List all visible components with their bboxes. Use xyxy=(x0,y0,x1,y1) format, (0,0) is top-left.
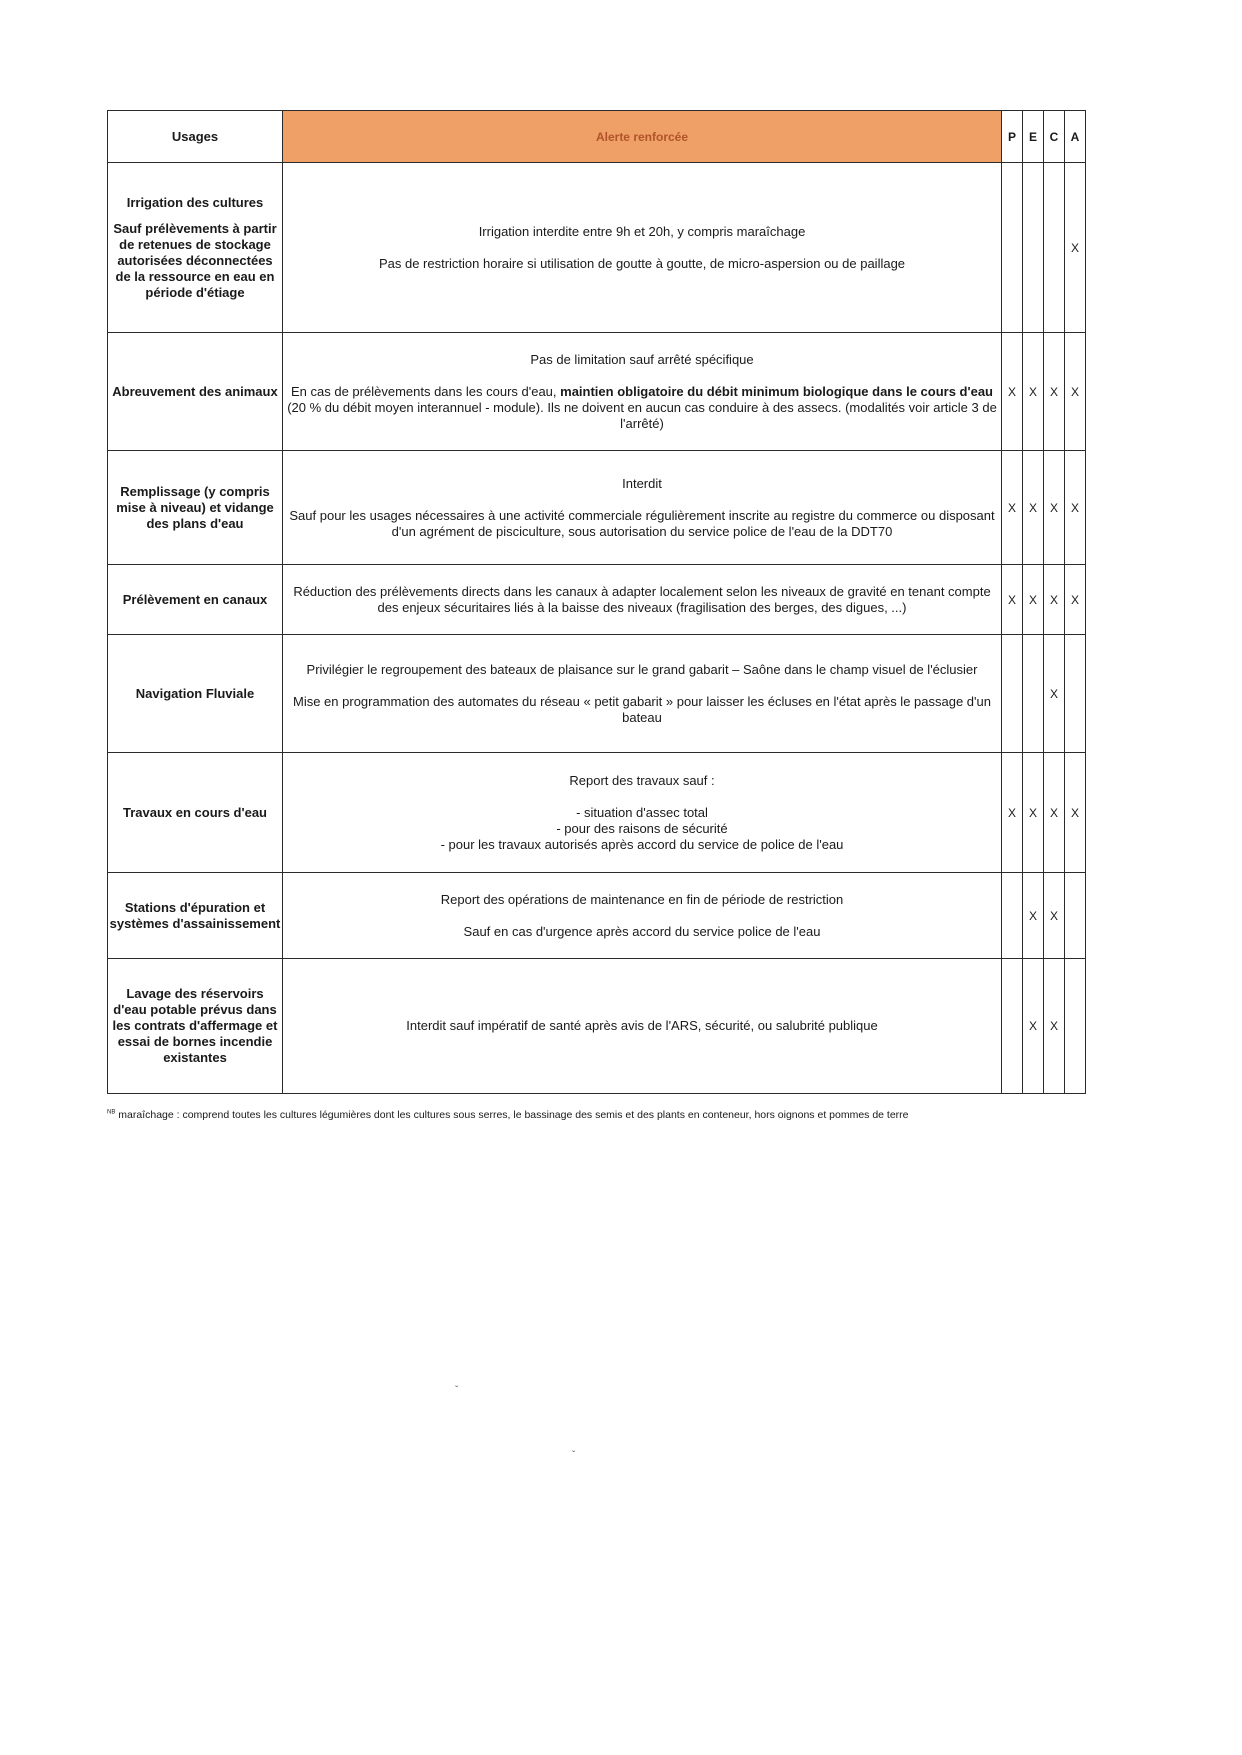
flag-cell-c: X xyxy=(1044,753,1065,873)
measure-cell xyxy=(283,333,1002,451)
usages-header: Usages xyxy=(108,111,283,163)
table-row xyxy=(108,959,1086,1094)
flag-cell-c: X xyxy=(1044,451,1065,565)
flag-cell-p: X xyxy=(1002,753,1023,873)
usage-cell: Navigation Fluviale xyxy=(108,635,283,753)
flag-cell-c: X xyxy=(1044,635,1065,753)
measure-cell xyxy=(283,635,1002,753)
flag-cell-c: X xyxy=(1044,959,1065,1094)
measure-line: Réduction des prélèvements directs dans les canaux à adapter localement selon les niveaux de gravité en tenant compte des enjeux sécuritaires liés à la baisse des niveaux (fragilisation des berges, des digues, ...) xyxy=(293,583,991,615)
measure-line: Interdit xyxy=(622,475,662,491)
alert-level-header: Alerte renforcée xyxy=(283,111,1002,163)
flag-header-e: E xyxy=(1023,111,1044,163)
measure-line: - pour les travaux autorisés après accord du service de police de l'eau xyxy=(440,836,844,852)
flag-cell-p xyxy=(1002,163,1023,333)
usage-cell: Abreuvement des animaux xyxy=(108,333,283,451)
table-row xyxy=(108,873,1086,959)
table-row xyxy=(108,163,1086,333)
measure-text: (20 % du débit moyen interannuel - module). Ils ne doivent en aucun cas conduire à des assecs. (modalités voir article 3 de l'arrêté) xyxy=(287,399,997,431)
flag-cell-p: X xyxy=(1002,451,1023,565)
flag-cell-a: X xyxy=(1065,163,1086,333)
usage-label: Irrigation des cultures xyxy=(126,194,264,210)
flag-cell-e: X xyxy=(1023,565,1044,635)
flag-header-c: C xyxy=(1044,111,1065,163)
measure-line: Interdit sauf impératif de santé après avis de l'ARS, sécurité, ou salubrité publique xyxy=(406,1018,878,1033)
table-row xyxy=(108,565,1086,635)
flag-cell-p: X xyxy=(1002,565,1023,635)
measure-line: - situation d'assec total xyxy=(576,804,708,820)
measure-cell xyxy=(283,565,1002,635)
measure-line: Pas de limitation sauf arrêté spécifique xyxy=(530,351,754,367)
restriction-table xyxy=(107,110,1086,1094)
measure-line: Mise en programmation des automates du réseau « petit gabarit » pour laisser les écluses en l'état après le passage d'un bateau xyxy=(293,693,991,725)
flag-cell-p xyxy=(1002,873,1023,959)
measure-text: En cas de prélèvements dans les cours d'eau, xyxy=(291,383,561,399)
measure-line: Report des opérations de maintenance en fin de période de restriction xyxy=(440,891,844,907)
measure-line: Irrigation interdite entre 9h et 20h, y compris maraîchage xyxy=(478,223,806,239)
measure-cell xyxy=(283,753,1002,873)
flag-cell-a: X xyxy=(1065,333,1086,451)
footnote-mark: NB xyxy=(107,1109,116,1116)
usage-cell: Remplissage (y compris mise à niveau) et vidange des plans d'eau xyxy=(108,451,283,565)
measure-line-rich xyxy=(283,384,1001,432)
table-row xyxy=(108,333,1086,451)
flag-cell-p: X xyxy=(1002,333,1023,451)
flag-cell-a xyxy=(1065,959,1086,1094)
measure-line: Sauf en cas d'urgence après accord du service police de l'eau xyxy=(463,923,821,939)
usage-cell xyxy=(108,163,283,333)
flag-cell-e xyxy=(1023,163,1044,333)
flag-cell-c: X xyxy=(1044,873,1065,959)
measure-line: Report des travaux sauf : xyxy=(569,772,715,788)
measure-line: Pas de restriction horaire si utilisation de goutte à goutte, de micro-aspersion ou de paillage xyxy=(378,255,906,271)
flag-cell-p xyxy=(1002,959,1023,1094)
flag-cell-e: X xyxy=(1023,451,1044,565)
scan-artifact-mark: ˇ xyxy=(455,1385,459,1396)
measure-line: Privilégier le regroupement des bateaux de plaisance sur le grand gabarit – Saône dans le champ visuel de l'éclusier xyxy=(306,661,978,677)
flag-cell-a xyxy=(1065,873,1086,959)
measure-cell xyxy=(283,451,1002,565)
measure-text-bold: maintien obligatoire du débit minimum biologique dans le cours d'eau xyxy=(560,383,993,399)
table-row xyxy=(108,451,1086,565)
footnote xyxy=(107,1109,909,1121)
measure-cell xyxy=(283,163,1002,333)
flag-cell-e xyxy=(1023,635,1044,753)
flag-cell-e: X xyxy=(1023,333,1044,451)
flag-header-p: P xyxy=(1002,111,1023,163)
flag-cell-e: X xyxy=(1023,753,1044,873)
measure-line: Sauf pour les usages nécessaires à une activité commerciale régulièrement inscrite au registre du commerce ou disposant d'un agrément de pisciculture, sous autorisation du service police de l'eau de la DDT70 xyxy=(289,507,995,539)
flag-cell-c: X xyxy=(1044,565,1065,635)
usage-cell: Prélèvement en canaux xyxy=(108,565,283,635)
table-row xyxy=(108,753,1086,873)
flag-cell-p xyxy=(1002,635,1023,753)
measure-cell xyxy=(283,873,1002,959)
header-row xyxy=(108,111,1086,163)
usage-cell: Stations d'épuration et systèmes d'assainissement xyxy=(108,873,283,959)
table-row xyxy=(108,635,1086,753)
flag-cell-a xyxy=(1065,635,1086,753)
measure-line: - pour des raisons de sécurité xyxy=(556,820,728,836)
scan-artifact-mark: ˇ xyxy=(572,1450,576,1461)
usage-cell: Lavage des réservoirs d'eau potable prévus dans les contrats d'affermage et essai de bornes incendie existantes xyxy=(108,959,283,1094)
flag-cell-c: X xyxy=(1044,333,1065,451)
usage-exception: Sauf prélèvements à partir de retenues de stockage autorisées déconnectées de la ressource en eau en période d'étiage xyxy=(113,220,277,300)
measure-cell xyxy=(283,959,1002,1094)
flag-cell-e: X xyxy=(1023,959,1044,1094)
flag-cell-a: X xyxy=(1065,565,1086,635)
footnote-text: maraîchage : comprend toutes les cultures légumières dont les cultures sous serres, le bassinage des semis et des plants en conteneur, hors oignons et pommes de terre xyxy=(118,1109,909,1121)
flag-cell-a: X xyxy=(1065,753,1086,873)
flag-cell-c xyxy=(1044,163,1065,333)
flag-cell-e: X xyxy=(1023,873,1044,959)
flag-header-a: A xyxy=(1065,111,1086,163)
flag-cell-a: X xyxy=(1065,451,1086,565)
usage-cell: Travaux en cours d'eau xyxy=(108,753,283,873)
